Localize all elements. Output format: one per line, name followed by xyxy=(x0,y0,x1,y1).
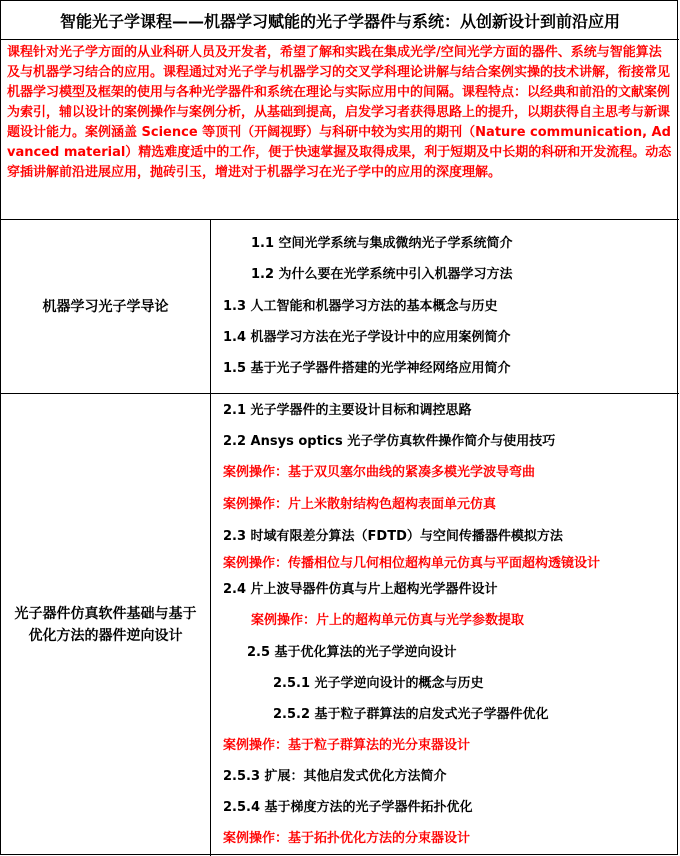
section-name: 机器学习光子学导论 xyxy=(42,299,169,315)
topic-item: 2.4 片上波导器件仿真与片上超构光学器件设计 xyxy=(223,582,498,597)
section-row-intro xyxy=(1,219,679,394)
topic-item: 2.5.2 基于粒子群算法的启发式光子学器件优化 xyxy=(273,707,549,722)
topic-item: 1.2 为什么要在光学系统中引入机器学习方法 xyxy=(251,267,513,282)
topic-item: 2.5.3 扩展：其他启发式优化方法简介 xyxy=(223,769,447,784)
course-introduction: 课程针对光子学方面的从业科研人员及开发者，希望了解和实践在集成光学/空间光学方面的器件、系统与智能算法及与机器学习结合的应用。课程通过对光子学与机器学习的交叉学科理论讲解与结合案例实操的技术讲解，衔接常见机器学习模型及框架的使用与各种光学器件和系统在理论与实际应用中的间隔。课程特点：以经典和前沿的文献案例为索引，辅以设计的案例操作与案例分析，从基础到提高，启发学习者获得思路上的提升，以期获得自主思考与新课题设计能力。案例涵盖 Science 等顶刊（开阔视野）与科研中较为实用的期刊（Nature communication, Advanced material）精选难度适中的工作，便于快速掌握及取得成果，利于短期及中长期的科研和开发流程。动态穿插讲解前沿进展应用，抛砖引玉，增进对于机器学习在光子学中的应用的深度理解。 xyxy=(7,45,672,180)
section-name-cell xyxy=(1,220,211,394)
case-exercise-item: 案例操作：片上的超构单元仿真与光学参数提取 xyxy=(251,613,525,628)
topic-item: 2.3 时域有限差分算法（FDTD）与空间传播器件模拟方法 xyxy=(223,529,563,544)
case-exercise-item: 案例操作：基于拓扑优化方法的分束器设计 xyxy=(223,831,471,846)
topic-item: 2.5 基于优化算法的光子学逆向设计 xyxy=(247,645,457,660)
topic-item: 1.5 基于光子学器件搭建的光学神经网络应用简介 xyxy=(223,361,511,376)
case-exercise-item: 案例操作：传播相位与几何相位超构单元仿真与平面超构透镜设计 xyxy=(223,556,601,571)
topic-item: 2.2 Ansys optics 光子学仿真软件操作简介与使用技巧 xyxy=(223,434,556,449)
topic-item: 2.1 光子学器件的主要设计目标和调控思路 xyxy=(223,403,472,418)
topic-item: 1.4 机器学习方法在光子学设计中的应用案例简介 xyxy=(223,330,511,345)
topic-item: 1.1 空间光学系统与集成微纳光子学系统简介 xyxy=(251,236,513,251)
topic-item: 2.5.4 基于梯度方法的光子学器件拓扑优化 xyxy=(223,800,473,815)
section-row-simulation xyxy=(1,393,679,856)
topic-item: 2.5.1 光子学逆向设计的概念与历史 xyxy=(273,676,484,691)
case-exercise-item: 案例操作：基于粒子群算法的光分束器设计 xyxy=(223,738,471,753)
case-exercise-item: 案例操作：片上米散射结构色超构表面单元仿真 xyxy=(223,497,497,512)
case-exercise-item: 案例操作：基于双贝塞尔曲线的紧凑多模光学波导弯曲 xyxy=(223,465,536,480)
section-name-cell xyxy=(1,394,211,856)
course-title: 智能光子学课程——机器学习赋能的光子学器件与系统：从创新设计到前沿应用 xyxy=(1,1,679,40)
topic-item: 1.3 人工智能和机器学习方法的基本概念与历史 xyxy=(223,299,498,314)
section-name: 光子器件仿真软件基础与基于优化方法的器件逆向设计 xyxy=(14,606,197,644)
